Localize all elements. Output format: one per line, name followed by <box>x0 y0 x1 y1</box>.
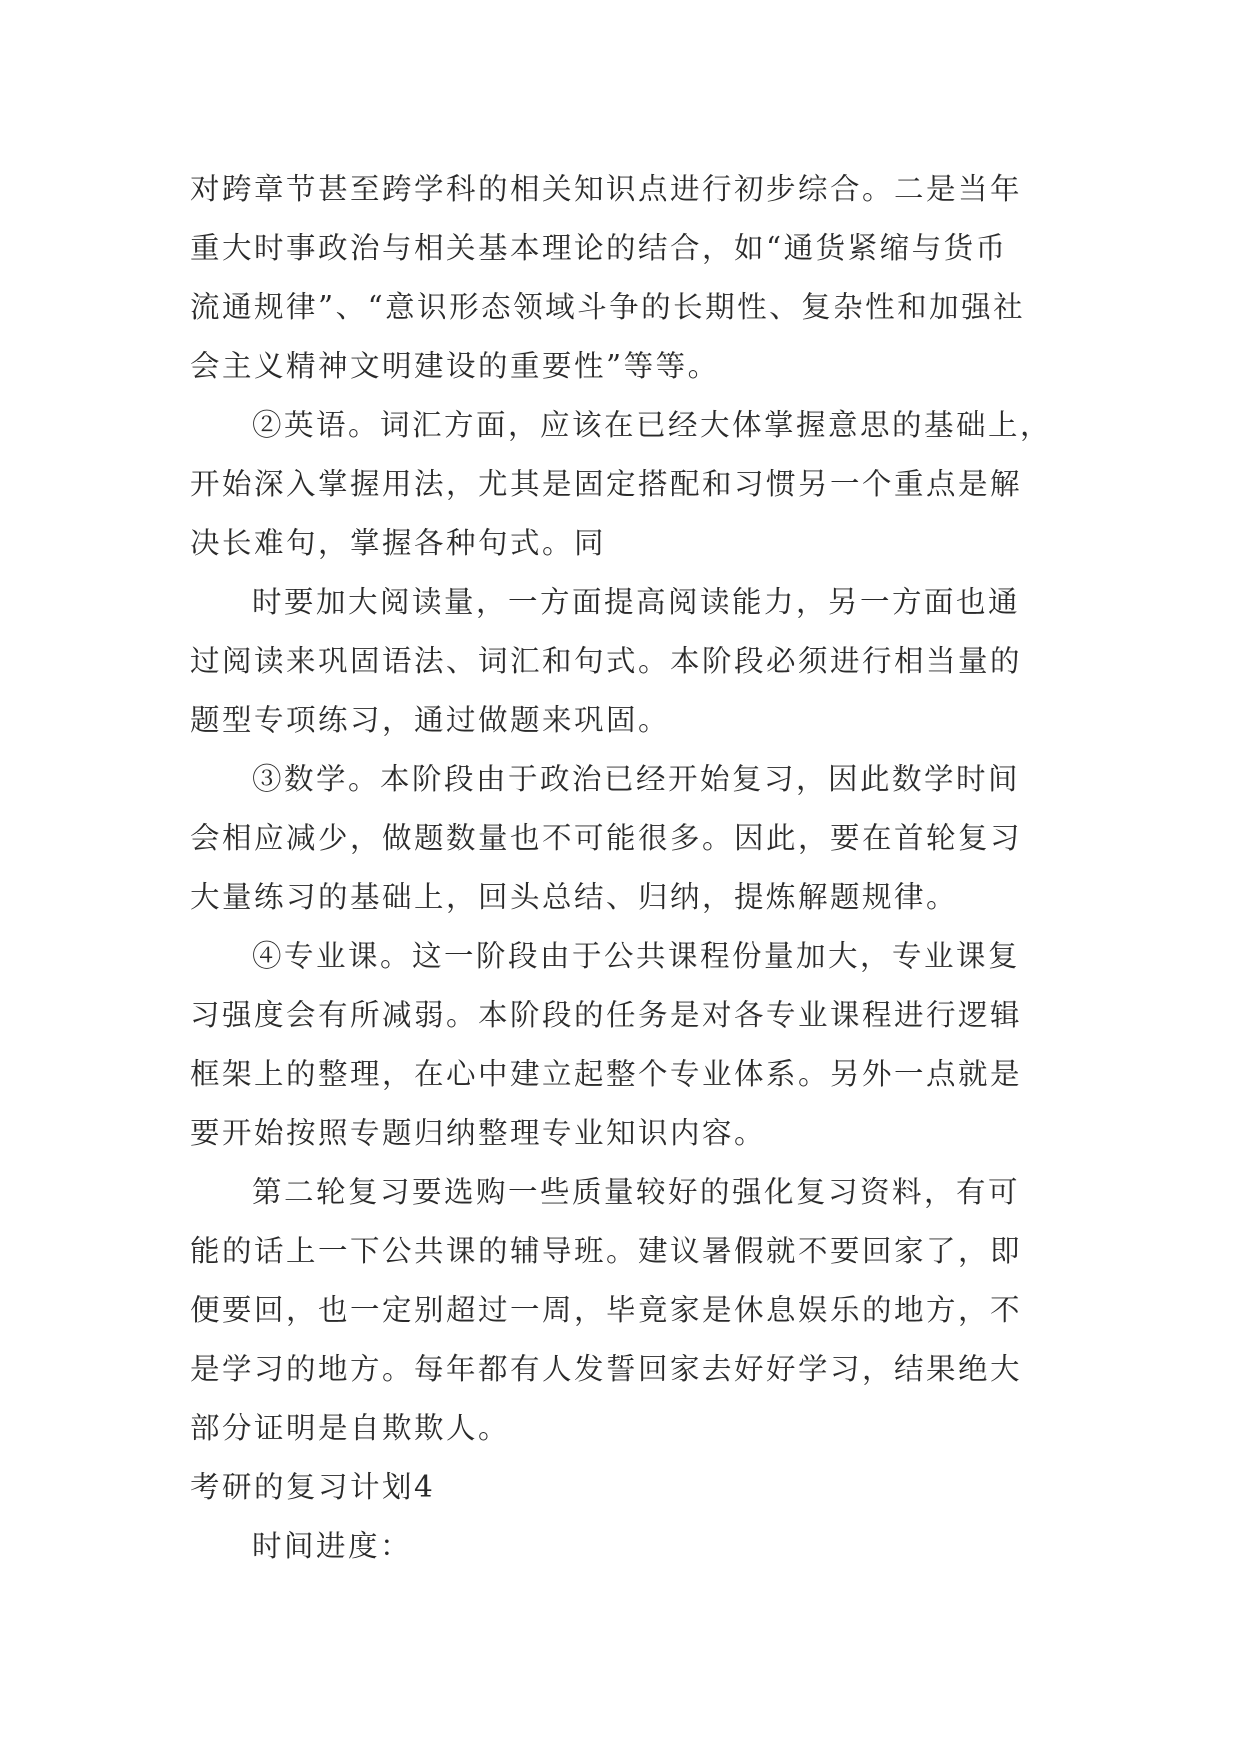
paragraph-start-line: 时间进度： <box>252 1529 413 1563</box>
text-line: 决长难句，掌握各种句式。同 <box>190 526 607 560</box>
text-line: 题型专项练习，通过做题来巩固。 <box>190 703 671 737</box>
text-line: 会主义精神文明建设的重要性”等等。 <box>190 349 720 383</box>
text-line: 便要回，也一定别超过一周，毕竟家是休息娱乐的地方，不 <box>190 1293 1023 1327</box>
document-body <box>190 160 1053 1576</box>
text-line: 要开始按照专题归纳整理专业知识内容。 <box>190 1116 767 1150</box>
paragraph-start-line: ②英语。词汇方面，应该在已经大体掌握意思的基础上， <box>252 408 1053 442</box>
text-line: 是学习的地方。每年都有人发誓回家去好好学习，结果绝大 <box>190 1352 1023 1386</box>
paragraph-start-line: 时要加大阅读量，一方面提高阅读能力，另一方面也通 <box>252 585 1021 619</box>
text-line: 重大时事政治与相关基本理论的结合，如“通货紧缩与货币 <box>190 231 1008 265</box>
text-line: 对跨章节甚至跨学科的相关知识点进行初步综合。二是当年 <box>190 172 1023 206</box>
text-line: 过阅读来巩固语法、词汇和句式。本阶段必须进行相当量的 <box>190 644 1023 678</box>
text-line: 能的话上一下公共课的辅导班。建议暑假就不要回家了，即 <box>190 1234 1023 1268</box>
text-line: 习强度会有所减弱。本阶段的任务是对各专业课程进行逻辑 <box>190 998 1023 1032</box>
paragraph-start-line: ④专业课。这一阶段由于公共课程份量加大，专业课复 <box>252 939 1021 973</box>
text-line: 会相应减少，做题数量也不可能很多。因此，要在首轮复习 <box>190 821 1023 855</box>
text-line: 流通规律”、“意识形态领域斗争的长期性、复杂性和加强社 <box>190 290 1026 324</box>
text-line: 部分证明是自欺欺人。 <box>190 1411 511 1445</box>
text-line: 大量练习的基础上，回头总结、归纳，提炼解题规律。 <box>190 880 959 914</box>
text-line: 框架上的整理，在心中建立起整个专业体系。另外一点就是 <box>190 1057 1023 1091</box>
text-line: 开始深入掌握用法，尤其是固定搭配和习惯另一个重点是解 <box>190 467 1023 501</box>
paragraph-start-line: 第二轮复习要选购一些质量较好的强化复习资料，有可 <box>252 1175 1021 1209</box>
section-heading: 考研的复习计划4 <box>190 1470 436 1504</box>
paragraph-start-line: ③数学。本阶段由于政治已经开始复习，因此数学时间 <box>252 762 1021 796</box>
